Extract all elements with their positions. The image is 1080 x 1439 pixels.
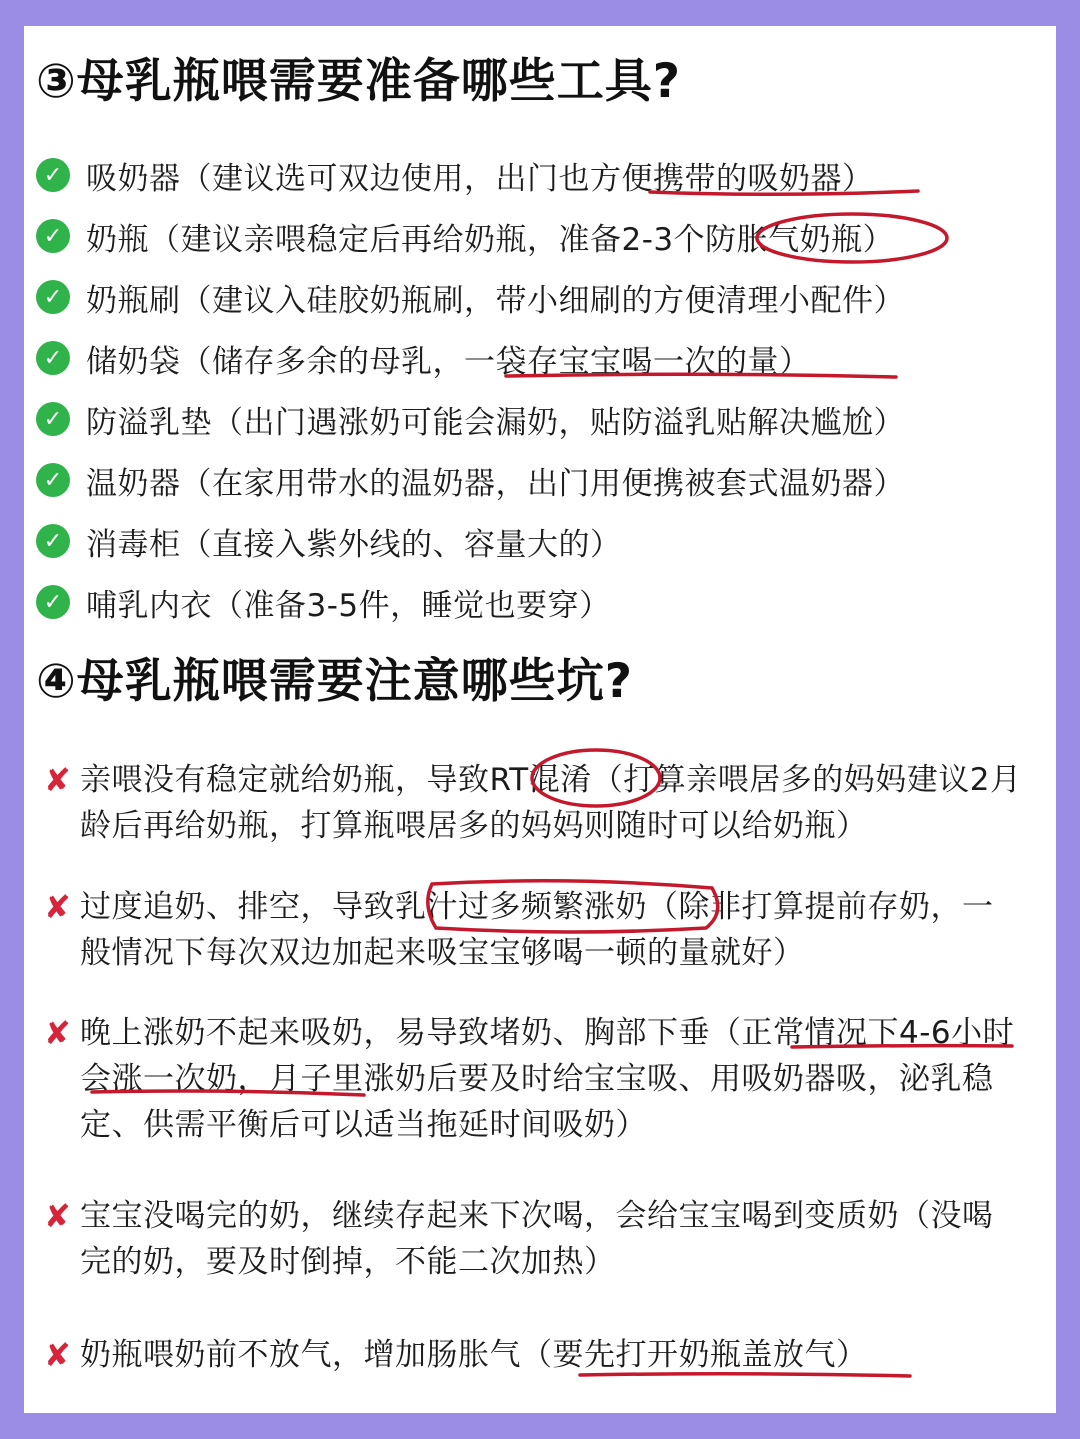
tool-item xyxy=(36,333,811,383)
pitfall-text: 亲喂没有稳定就给奶瓶，导致RT混淆（打算亲喂居多的妈妈建议2月龄后再给奶瓶，打算瓶喂居多的妈妈则随时可以给奶瓶） xyxy=(80,762,1022,844)
pitfall-text: 宝宝没喝完的奶，继续存起来下次喝，会给宝宝喝到变质奶（没喝完的奶，要及时倒掉，不能二次加热） xyxy=(80,1198,994,1280)
check-icon: ✓ xyxy=(36,402,70,436)
pitfall-text: 晚上涨奶不起来吸奶，易导致堵奶、胸部下垂（正常情况下4-6小时会涨一次奶，月子里涨奶后要及时给宝宝吸、用吸奶器吸，泌乳稳定、供需平衡后可以适当拖延时间吸奶） xyxy=(80,1015,1015,1143)
tool-item-text: 吸奶器（建议选可双边使用，出门也方便携带的吸奶器） xyxy=(86,160,874,197)
pitfall-item xyxy=(44,1332,1024,1378)
check-icon: ✓ xyxy=(36,219,70,253)
tool-item xyxy=(36,394,905,444)
tool-item-text: 消毒柜（直接入紫外线的、容量大的） xyxy=(86,526,622,563)
tool-item-text: 哺乳内衣（准备3-5件，睡觉也要穿） xyxy=(86,587,611,624)
cross-icon: ✘ xyxy=(44,1014,71,1052)
check-icon: ✓ xyxy=(36,158,70,192)
pitfall-item xyxy=(44,757,1024,849)
pitfall-item xyxy=(44,1193,1024,1285)
check-icon: ✓ xyxy=(36,280,70,314)
tool-item xyxy=(36,455,905,505)
cross-icon: ✘ xyxy=(44,761,71,799)
tool-item-text: 奶瓶（建议亲喂稳定后再给奶瓶，准备2-3个防胀气奶瓶） xyxy=(86,221,895,258)
tool-item-text: 储奶袋（储存多余的母乳，一袋存宝宝喝一次的量） xyxy=(86,343,811,380)
check-icon: ✓ xyxy=(36,524,70,558)
cross-icon: ✘ xyxy=(44,1336,71,1374)
section-4-title: ④母乳瓶喂需要注意哪些坑? xyxy=(36,654,634,709)
pitfall-text: 奶瓶喂奶前不放气，增加肠胀气（要先打开奶瓶盖放气） xyxy=(80,1337,868,1373)
tool-item-text: 温奶器（在家用带水的温奶器，出门用便携被套式温奶器） xyxy=(86,465,905,502)
tool-item xyxy=(36,272,905,322)
tool-item xyxy=(36,577,611,627)
section-3-title: ③母乳瓶喂需要准备哪些工具? xyxy=(36,54,682,109)
tool-item xyxy=(36,516,622,566)
check-icon: ✓ xyxy=(36,463,70,497)
check-icon: ✓ xyxy=(36,585,70,619)
check-icon: ✓ xyxy=(36,341,70,375)
pitfall-item xyxy=(44,884,1024,976)
tool-item-text: 奶瓶刷（建议入硅胶奶瓶刷，带小细刷的方便清理小配件） xyxy=(86,282,905,319)
pitfall-text: 过度追奶、排空，导致乳汁过多频繁涨奶（除非打算提前存奶，一般情况下每次双边加起来吸宝宝够喝一顿的量就好） xyxy=(80,889,994,971)
tool-item xyxy=(36,150,874,200)
cross-icon: ✘ xyxy=(44,1197,71,1235)
pitfall-item xyxy=(44,1010,1024,1148)
tool-item-text: 防溢乳垫（出门遇涨奶可能会漏奶，贴防溢乳贴解决尴尬） xyxy=(86,404,905,441)
tool-item xyxy=(36,211,894,261)
cross-icon: ✘ xyxy=(44,888,71,926)
